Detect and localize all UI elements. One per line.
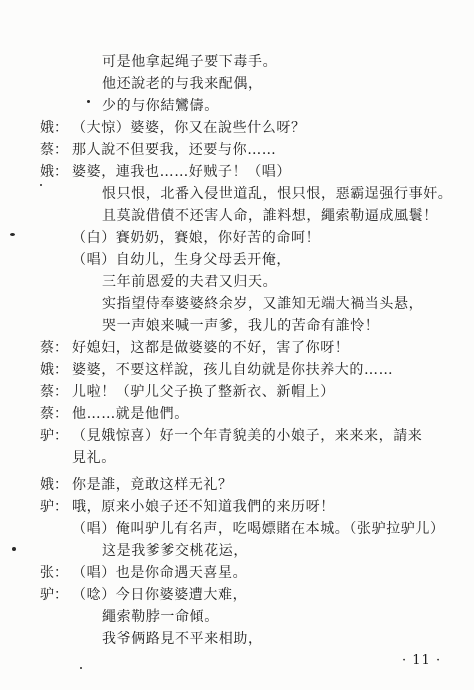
line-text: 見礼。: [72, 450, 116, 466]
dialogue-line: [40, 403, 460, 425]
continuation-line: [40, 447, 460, 469]
verse-line: [40, 628, 460, 650]
verse-line: [40, 271, 460, 293]
verse-line: [40, 315, 460, 337]
speaker-label: 蔡：: [40, 406, 68, 422]
verse-line: [40, 606, 460, 628]
dialogue-line: [40, 425, 460, 447]
scan-speck: [87, 100, 90, 103]
line-text: 他还說老的与我来配偶，: [102, 76, 263, 92]
speaker-label: 蔡：: [40, 340, 68, 356]
speaker-label: 娥：: [40, 477, 68, 493]
speaker-label: 娥：: [40, 362, 68, 378]
verse-line: [40, 95, 460, 117]
line-text: （唱）也是你命遇天喜星。: [72, 565, 248, 581]
dialogue-line: [40, 337, 460, 359]
line-text: 繩索勒脖一命傾。: [102, 609, 219, 625]
verse-line: [40, 540, 460, 562]
line-text: （見娥惊喜）好一个年青貌美的小娘子，来来来，請来: [72, 428, 423, 444]
verse-line: [40, 73, 460, 95]
dialogue-line: [40, 562, 460, 584]
line-text: 我爷俩路見不平来相助，: [102, 631, 263, 647]
speaker-label: 驴：: [40, 587, 68, 603]
speaker-label: 驴：: [40, 428, 68, 444]
verse-line: [40, 293, 460, 315]
verse-line: [40, 183, 460, 205]
line-text: 哦，原来小娘子还不知道我們的来历呀！: [72, 499, 335, 515]
line-text: 你是誰，竟敢这样无礼？: [72, 477, 233, 493]
line-text: 恨只恨，北番入侵世道乱，恨只恨，惡霸逞强行事奸。: [102, 186, 453, 202]
line-text: （唱）俺叫驴儿有名声，吃喝嫖賭在本城。（张驴拉驴儿）: [72, 521, 445, 537]
line-text: 实指望侍奉婆婆終余岁，又誰知无端大禍当头悬，: [102, 296, 424, 312]
speaker-label: 驴：: [40, 499, 68, 515]
dialogue-line: [40, 139, 460, 161]
speaker-label: 娥：: [40, 120, 68, 136]
dialogue-line: [40, 496, 460, 518]
verse-line: [40, 51, 460, 73]
dialogue-line: [40, 584, 460, 606]
speaker-label: 张：: [40, 565, 68, 581]
line-text: （唱）自幼儿，生身父母丢开俺，: [72, 252, 291, 268]
speaker-label: 蔡：: [40, 384, 68, 400]
line-text: （白）賽奶奶，賽娘，你好苦的命呵！: [72, 230, 321, 246]
stage-direction-line: [40, 518, 460, 540]
speaker-label: 蔡：: [40, 142, 68, 158]
line-text: 那人說不但要我，还要与你……: [72, 142, 277, 158]
line-text: （大惊）婆婆，你又在說些什么呀？: [72, 120, 306, 136]
script-body: [40, 51, 460, 650]
line-text: 且莫說借債不还害人命，誰料想，繩索勒逼成風鬟！: [102, 208, 438, 224]
line-text: 三年前恩爱的夫君又归天。: [102, 274, 278, 290]
stage-direction-line: [40, 249, 460, 271]
dialogue-line: [40, 117, 460, 139]
dialogue-line: [40, 359, 460, 381]
line-text: 少的与你結鸞儔。: [102, 98, 219, 114]
scan-speck: [10, 233, 15, 236]
dialogue-line: [40, 474, 460, 496]
scan-speck: [12, 547, 16, 551]
page-number: · 11 ·: [402, 653, 442, 668]
line-text: 哭一声娘来喊一声爹，我儿的苦命有誰怜！: [102, 318, 380, 334]
line-text: 婆婆，連我也……好贼子！（唱）: [72, 164, 291, 180]
line-text: 儿啦！（驴儿父子换了整新衣、新帽上）: [72, 384, 335, 400]
stage-direction-line: [40, 227, 460, 249]
dialogue-line: [40, 381, 460, 403]
dialogue-line: [40, 161, 460, 183]
speaker-label: 娥：: [40, 164, 68, 180]
scan-speck: [80, 667, 82, 669]
line-text: 婆婆，不要这样說，孩儿自幼就是你扶养大的……: [72, 362, 394, 378]
verse-line: [40, 205, 460, 227]
line-text: 这是我爹爹交桃花运，: [102, 543, 248, 559]
line-text: 他……就是他們。: [72, 406, 189, 422]
line-text: 好媳妇，这都是做婆婆的不好，害了你呀！: [72, 340, 350, 356]
line-text: 可是他拿起绳子要下毒手。: [102, 54, 278, 70]
line-text: （唸）今日你婆婆遭大难，: [72, 587, 248, 603]
scan-speck: [40, 184, 42, 186]
